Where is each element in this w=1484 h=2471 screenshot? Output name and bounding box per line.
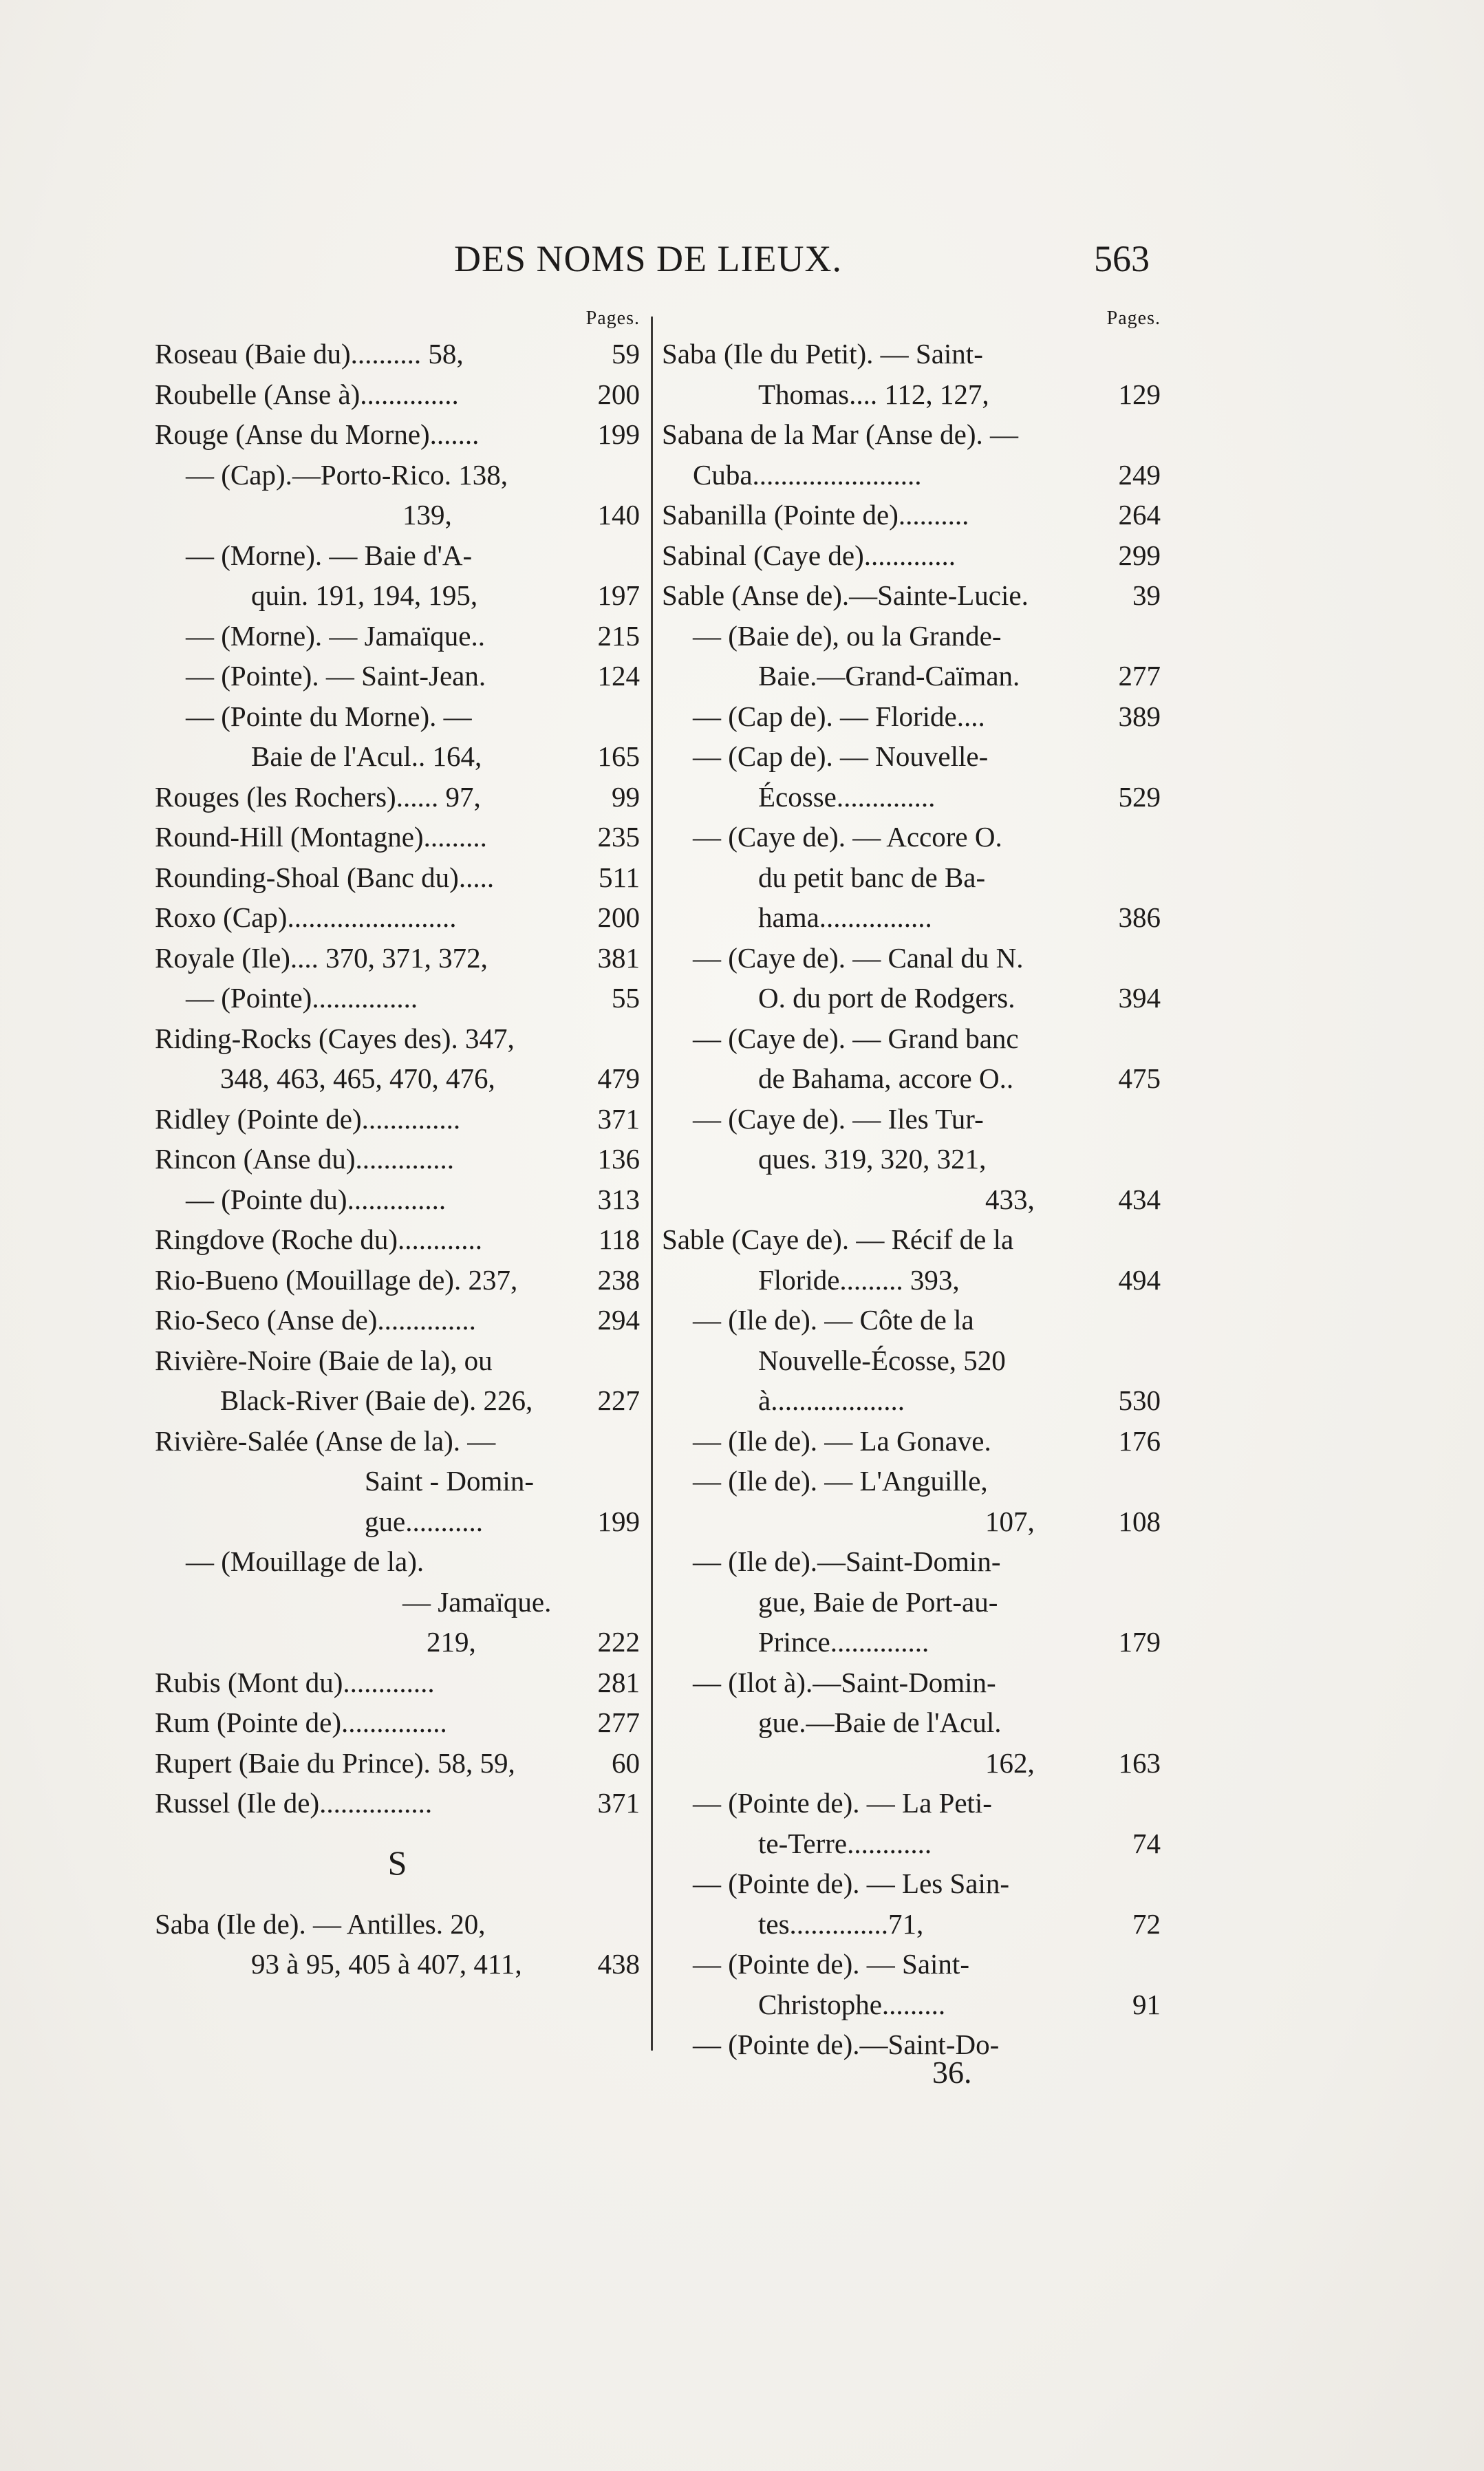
- index-entry: [155, 978, 640, 1018]
- entry-text: — (Ile de). — L'Anguille,: [693, 1465, 988, 1497]
- entry-text: — Jamaïque.: [402, 1585, 552, 1618]
- entry-text: O. du port de Rodgers.: [758, 982, 1015, 1014]
- entry-page: 163: [1118, 1746, 1161, 1779]
- index-entry: [155, 1541, 640, 1582]
- entry-text: — (Pointe de).—Saint-Do-: [693, 2029, 1000, 2060]
- index-entry: [155, 616, 640, 656]
- page-title: DES NOMS DE LIEUX.: [454, 238, 842, 279]
- entry-page: 238: [597, 1263, 640, 1296]
- entry-text: Round-Hill (Montagne).........: [155, 821, 487, 853]
- entry-text: Roseau (Baie du).......... 58,: [155, 338, 464, 370]
- index-entry: [662, 414, 1161, 455]
- entry-text: Cuba........................: [693, 458, 922, 491]
- index-entry: [155, 736, 640, 777]
- entry-page: 494: [1118, 1263, 1161, 1296]
- entry-text: Sabanilla (Pointe de)..........: [662, 499, 969, 531]
- index-entry: [662, 334, 1161, 374]
- entry-text: — (Ile de).—Saint-Domin-: [693, 1545, 1001, 1577]
- entry-page: 176: [1118, 1424, 1161, 1457]
- entry-text: — (Cap).—Porto-Rico. 138,: [186, 458, 508, 491]
- index-entry: [155, 857, 640, 898]
- index-entry: [155, 1662, 640, 1703]
- entry-page: 108: [1118, 1505, 1161, 1537]
- index-entry: [662, 1985, 1161, 2025]
- index-entry: [155, 696, 640, 737]
- entry-page: 434: [1118, 1183, 1161, 1215]
- index-entry: [662, 1743, 1161, 1784]
- entry-text: Russel (Ile de)................: [155, 1787, 433, 1819]
- entry-text: 139,: [402, 499, 452, 531]
- entry-page: 475: [1118, 1062, 1161, 1094]
- index-entry: [662, 938, 1161, 978]
- index-column-left: [155, 301, 640, 1985]
- index-entry: [662, 736, 1161, 777]
- index-entry: [662, 1421, 1161, 1462]
- entry-text: 219,: [427, 1626, 476, 1658]
- index-entry: [155, 535, 640, 576]
- entry-text: gue...........: [365, 1505, 483, 1537]
- index-entry: [155, 1582, 640, 1623]
- entry-text: — (Cap de). — Floride....: [693, 700, 985, 732]
- entry-text: — (Pointe de). — La Peti-: [693, 1787, 992, 1819]
- entry-text: — (Pointe du Morne). —: [186, 700, 472, 732]
- entry-text: — (Morne). — Baie d'A-: [186, 539, 473, 571]
- entry-page: 294: [597, 1304, 640, 1336]
- index-entry: [662, 1863, 1161, 1904]
- index-entry: [155, 1622, 640, 1662]
- signature-mark: 36.: [932, 2055, 972, 2090]
- entry-text: Thomas.... 112, 127,: [758, 378, 989, 410]
- entry-text: Rupert (Baie du Prince). 58, 59,: [155, 1746, 515, 1779]
- entry-page: 39: [1132, 579, 1161, 611]
- index-entry: [662, 1219, 1161, 1260]
- column-divider: [651, 317, 653, 2051]
- index-entry: [662, 656, 1161, 696]
- index-entry: [662, 1783, 1161, 1823]
- entry-text: — (Pointe)...............: [186, 982, 418, 1014]
- entry-text: — (Cap de). — Nouvelle-: [693, 740, 989, 772]
- entry-text: — (Pointe de). — Les Sain-: [693, 1868, 1010, 1899]
- index-entry: [155, 1139, 640, 1179]
- entry-text: Prince..............: [758, 1626, 929, 1658]
- index-entry: [662, 1380, 1161, 1421]
- index-entry: [662, 696, 1161, 737]
- entry-page: 511: [599, 861, 640, 893]
- entry-page: 165: [597, 740, 640, 772]
- index-entry: [155, 414, 640, 455]
- entry-text: Ridley (Pointe de)..............: [155, 1102, 461, 1135]
- entry-text: — (Caye de). — Canal du N.: [693, 941, 1024, 974]
- entry-text: Roxo (Cap)........................: [155, 901, 457, 933]
- page-number: 563: [1094, 238, 1150, 279]
- entry-text: Rivière-Noire (Baie de la), ou: [155, 1344, 493, 1376]
- index-entry: [662, 777, 1161, 817]
- index-entry: [662, 1823, 1161, 1864]
- entry-page: 438: [597, 1948, 640, 1980]
- entry-text: Rum (Pointe de)...............: [155, 1707, 447, 1738]
- entry-text: Floride......... 393,: [758, 1263, 960, 1296]
- index-entry: [155, 1179, 640, 1220]
- entry-text: Royale (Ile).... 370, 371, 372,: [155, 941, 488, 974]
- entry-page: 264: [1118, 499, 1161, 531]
- entry-page: 55: [612, 982, 640, 1014]
- index-entry: [662, 374, 1161, 415]
- entry-text: quin. 191, 194, 195,: [251, 579, 478, 611]
- index-entry: [662, 1260, 1161, 1301]
- entry-text: Sabana de la Mar (Anse de). —: [662, 418, 1019, 450]
- index-entry: [155, 455, 640, 495]
- entry-text: — (Ile de). — Côte de la: [693, 1304, 974, 1336]
- entry-page: 199: [597, 418, 640, 450]
- index-entry: [155, 1380, 640, 1421]
- index-entry: [155, 1783, 640, 1823]
- index-entry: [662, 1099, 1161, 1140]
- entry-text: — (Pointe du)..............: [186, 1183, 447, 1215]
- index-entry: [662, 1058, 1161, 1099]
- index-entry: [155, 777, 640, 817]
- entry-page: 235: [597, 821, 640, 853]
- index-entry: [155, 1300, 640, 1340]
- entry-text: hama................: [758, 901, 932, 933]
- entry-page: 91: [1132, 1988, 1161, 2020]
- index-entry: [662, 535, 1161, 576]
- entry-text: Black-River (Baie de). 226,: [220, 1384, 533, 1416]
- entry-text: tes..............71,: [758, 1907, 924, 1940]
- entry-page: 215: [597, 619, 640, 652]
- entry-text: 348, 463, 465, 470, 476,: [220, 1062, 495, 1094]
- entry-page: 74: [1132, 1827, 1161, 1859]
- entry-text: Rouge (Anse du Morne).......: [155, 418, 480, 450]
- entry-text: 107,: [985, 1505, 1035, 1537]
- entry-page: 118: [599, 1223, 640, 1255]
- index-entry: [662, 455, 1161, 495]
- entry-text: gue, Baie de Port-au-: [758, 1585, 998, 1618]
- index-entry: [155, 1904, 640, 1945]
- entry-text: du petit banc de Ba-: [758, 861, 986, 893]
- index-entry: [662, 1340, 1161, 1381]
- index-entry: [662, 1622, 1161, 1662]
- index-entry: [155, 1099, 640, 1140]
- index-entry: [662, 1541, 1161, 1582]
- index-entry: [662, 1662, 1161, 1703]
- index-entry: [662, 1461, 1161, 1501]
- entry-page: 129: [1118, 378, 1161, 410]
- entry-page: 72: [1132, 1907, 1161, 1940]
- entry-text: Rio-Bueno (Mouillage de). 237,: [155, 1263, 518, 1296]
- entry-text: Baie.—Grand-Caïman.: [758, 660, 1020, 692]
- entry-page: 200: [597, 901, 640, 933]
- index-entry: [662, 616, 1161, 656]
- entry-page: 281: [597, 1666, 640, 1698]
- entry-text: Sabinal (Caye de).............: [662, 539, 956, 571]
- entry-page: 479: [597, 1062, 640, 1094]
- index-entry: [155, 1421, 640, 1462]
- index-entry: [155, 1944, 640, 1985]
- entry-text: — (Morne). — Jamaïque..: [186, 619, 485, 652]
- entry-page: 386: [1118, 901, 1161, 933]
- entry-page: 381: [597, 941, 640, 974]
- index-entry: [662, 2024, 1161, 2065]
- entry-text: Rincon (Anse du)..............: [155, 1143, 455, 1175]
- entry-text: — (Caye de). — Iles Tur-: [693, 1102, 984, 1135]
- entry-text: — (Baie de), ou la Grande-: [693, 619, 1002, 652]
- entry-text: gue.—Baie de l'Acul.: [758, 1707, 1002, 1738]
- entry-text: 162,: [985, 1746, 1035, 1779]
- index-entry: [662, 897, 1161, 938]
- section-gap: [155, 1823, 640, 1904]
- index-entry: [662, 575, 1161, 616]
- index-entry: [155, 817, 640, 857]
- entry-page: 59: [612, 338, 640, 370]
- entry-text: — (Caye de). — Grand banc: [693, 1022, 1019, 1054]
- index-entry: [662, 817, 1161, 857]
- running-header: [0, 237, 1484, 286]
- entry-text: Rouges (les Rochers)...... 97,: [155, 780, 481, 813]
- entry-text: — (Ile de). — La Gonave.: [693, 1424, 991, 1457]
- entry-page: 140: [597, 499, 640, 531]
- index-entry: [155, 1501, 640, 1542]
- entry-text: Saba (Ile de). — Antilles. 20,: [155, 1907, 486, 1940]
- index-entry: [662, 1018, 1161, 1059]
- pages-label-right: Pages.: [1106, 308, 1161, 329]
- entry-page: 60: [612, 1746, 640, 1779]
- section-letter: S: [387, 1843, 407, 1882]
- index-entry: [662, 495, 1161, 535]
- index-entry: [662, 1501, 1161, 1542]
- entry-text: Rounding-Shoal (Banc du).....: [155, 861, 495, 893]
- entry-page: 394: [1118, 982, 1161, 1014]
- entry-text: Saba (Ile du Petit). — Saint-: [662, 338, 983, 370]
- index-entry: [155, 897, 640, 938]
- entry-page: 249: [1118, 458, 1161, 491]
- entry-page: 313: [597, 1183, 640, 1215]
- entry-page: 227: [597, 1384, 640, 1416]
- entry-text: Écosse..............: [758, 780, 936, 813]
- entry-page: 529: [1118, 780, 1161, 813]
- index-entry: [155, 1260, 640, 1301]
- entry-text: de Bahama, accore O..: [758, 1062, 1014, 1094]
- entry-page: 222: [597, 1626, 640, 1658]
- entry-page: 530: [1118, 1384, 1161, 1416]
- entry-text: ques. 319, 320, 321,: [758, 1143, 987, 1175]
- entry-text: à...................: [758, 1384, 905, 1416]
- entry-text: Roubelle (Anse à)..............: [155, 378, 459, 410]
- entry-text: — (Pointe de). — Saint-: [693, 1948, 969, 1980]
- index-entry: [155, 334, 640, 374]
- index-entry: [662, 1944, 1161, 1985]
- entry-text: Rubis (Mont du).............: [155, 1666, 435, 1698]
- entry-page: 197: [597, 579, 640, 611]
- index-entry: [662, 1702, 1161, 1743]
- index-entry: [155, 1702, 640, 1743]
- index-entry: [155, 1018, 640, 1059]
- index-entry: [155, 374, 640, 415]
- index-entry: [662, 978, 1161, 1018]
- index-entry: [662, 1179, 1161, 1220]
- entry-page: 179: [1118, 1626, 1161, 1658]
- entry-text: Christophe.........: [758, 1988, 946, 2020]
- entry-text: — (Pointe). — Saint-Jean.: [186, 660, 486, 692]
- index-entry: [662, 1300, 1161, 1340]
- entry-page: 99: [612, 780, 640, 813]
- index-entry: [662, 1904, 1161, 1945]
- index-column-right: [662, 301, 1161, 2065]
- entry-text: 433,: [985, 1183, 1035, 1215]
- entry-text: — (Ilot à).—Saint-Domin-: [693, 1666, 996, 1698]
- entry-text: Ringdove (Roche du)............: [155, 1223, 482, 1255]
- entry-page: 277: [597, 1707, 640, 1738]
- entry-text: Sable (Caye de). — Récif de la: [662, 1223, 1014, 1255]
- entry-text: Sable (Anse de).—Sainte-Lucie.: [662, 579, 1029, 611]
- index-entry: [155, 1058, 640, 1099]
- entry-text: — (Caye de). — Accore O.: [693, 821, 1002, 853]
- index-entry: [662, 857, 1161, 898]
- entry-text: te-Terre............: [758, 1827, 932, 1859]
- index-entry: [155, 1219, 640, 1260]
- entry-text: Nouvelle-Écosse, 520: [758, 1344, 1006, 1376]
- entry-text: — (Mouillage de la).: [186, 1545, 424, 1577]
- entry-text: Rio-Seco (Anse de)..............: [155, 1304, 476, 1336]
- entry-page: 299: [1118, 539, 1161, 571]
- entry-page: 136: [597, 1143, 640, 1175]
- entry-page: 389: [1118, 700, 1161, 732]
- index-entry: [662, 1139, 1161, 1179]
- pages-label-left: Pages.: [585, 308, 640, 329]
- entry-text: Baie de l'Acul.. 164,: [251, 740, 482, 772]
- index-entry: [155, 495, 640, 535]
- index-entry: [662, 1582, 1161, 1623]
- index-entry: [155, 1461, 640, 1501]
- index-entry: [155, 938, 640, 978]
- entry-page: 371: [597, 1102, 640, 1135]
- index-entry: [155, 575, 640, 616]
- index-entry: [155, 1340, 640, 1381]
- entry-text: Rivière-Salée (Anse de la). —: [155, 1424, 496, 1457]
- entry-page: 371: [597, 1787, 640, 1819]
- entry-text: 93 à 95, 405 à 407, 411,: [251, 1948, 522, 1980]
- entry-page: 124: [597, 660, 640, 692]
- index-entry: [155, 656, 640, 696]
- index-entry: [155, 1743, 640, 1784]
- entry-text: Riding-Rocks (Cayes des). 347,: [155, 1022, 515, 1054]
- entry-page: 199: [597, 1505, 640, 1537]
- entry-text: Saint - Domin-: [365, 1465, 534, 1497]
- entry-page: 200: [597, 378, 640, 410]
- entry-page: 277: [1118, 660, 1161, 692]
